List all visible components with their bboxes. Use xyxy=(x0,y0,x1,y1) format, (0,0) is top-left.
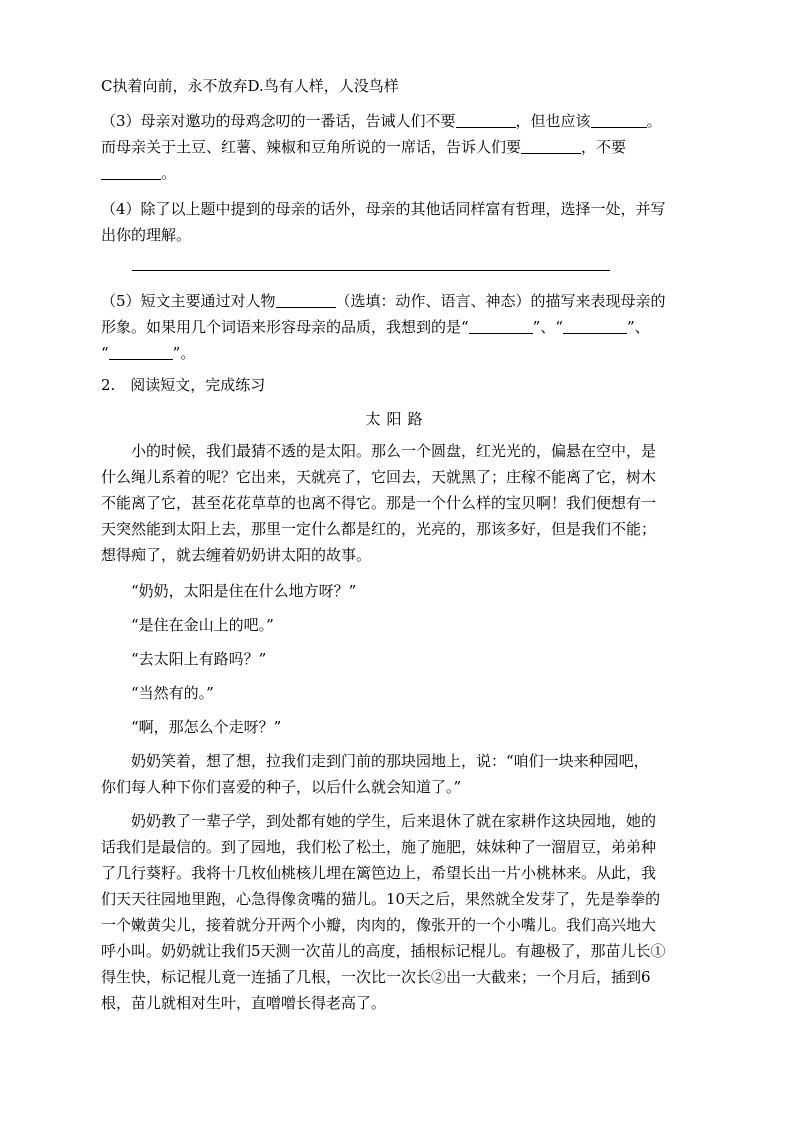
story-line: 们天天往园地里跑，心急得像贪嘴的猫儿。10天之后，果然就全发芽了，先是拳拳的 xyxy=(101,890,661,908)
q3-text-b: ，但也应该 xyxy=(515,112,591,130)
q5-text-b: （选填：动作、语言、神态）的描写来表现母亲的 xyxy=(335,292,666,310)
answer-blank[interactable] xyxy=(456,111,516,128)
story-line: 话我们是最信的。到了园地，我们松了松土，施了施肥，妹妹种了一溜眉豆，弟弟种 xyxy=(101,838,657,856)
q3-text-c: 。 xyxy=(646,112,662,130)
story-line: “当然有的。” xyxy=(101,684,214,702)
question-4-line-1: （4）除了以上题中提到的母亲的话外，母亲的其他话同样富有哲理，选择一处，并写 xyxy=(101,200,666,218)
question-options-line: C执着向前，永不放弃D.鸟有人样，人没鸟样 xyxy=(101,77,399,95)
q5-text-a: （5）短文主要通过对人物 xyxy=(101,292,276,310)
story-line: “奶奶，太阳是住在什么地方呀？” xyxy=(101,582,357,600)
story-line: 天突然能到太阳上去，那里一定什么都是红的，光亮的，那该多好，但是我们不能； xyxy=(101,520,657,538)
story-line: 了几行葵籽。我将十几枚仙桃核儿埋在篱笆边上，希望长出一片小桃林来。从此，我 xyxy=(101,864,657,882)
story-line: 根，苗儿就相对生叶，直噌噌长得老高了。 xyxy=(101,994,387,1012)
story-line: “去太阳上有路吗？” xyxy=(101,650,267,668)
story-line: 小的时候，我们最猜不透的是太阳。那么一个圆盘，红光光的，偏悬在空中，是 xyxy=(101,442,657,460)
q5-text-g: ”。 xyxy=(172,344,196,362)
q5-text-f: “ xyxy=(101,344,109,362)
answer-blank[interactable] xyxy=(469,317,533,334)
answer-line[interactable] xyxy=(132,270,610,271)
q3-text-f: 。 xyxy=(161,164,177,182)
q5-text-c: 形象。如果用几个词语来形容母亲的品质，我想到的是“ xyxy=(101,318,469,336)
story-line: “啊，那怎么个走呀？” xyxy=(101,718,282,736)
answer-blank[interactable] xyxy=(591,111,647,128)
story-line: 奶奶笑着，想了想，拉我们走到门前的那块园地上，说：“咱们一块来种园吧， xyxy=(101,752,649,770)
question-5-line-3 xyxy=(101,340,701,366)
q3-text-d: 而母亲关于土豆、红薯、辣椒和豆角所说的一席话，告诉人们要 xyxy=(101,138,522,156)
story-line: 想得痴了，就去缠着奶奶讲太阳的故事。 xyxy=(101,546,372,564)
story-line: “是住在金山上的吧。” xyxy=(101,616,274,634)
answer-blank[interactable] xyxy=(101,163,161,180)
story-line: 奶奶教了一辈子学，到处都有她的学生，后来退休了就在家耕作这块园地，她的 xyxy=(101,812,657,830)
story-line: 你们每人种下你们喜爱的种子，以后什么就会知道了。” xyxy=(101,778,462,796)
answer-blank[interactable] xyxy=(563,317,627,334)
story-line: 一个嫩黄尖儿，接着就分开两个小瓣，肉肉的，像张开的一个小嘴儿。我们高兴地大 xyxy=(101,916,657,934)
story-line: 不能离了它，甚至花花草草的也离不得它。那是一个什么样的宝贝啊！我们便想有一 xyxy=(101,494,657,512)
q5-text-d: ”、“ xyxy=(532,318,564,336)
question-4-line-2: 出你的理解。 xyxy=(101,226,192,244)
answer-blank[interactable] xyxy=(521,137,581,154)
answer-blank[interactable] xyxy=(109,343,173,360)
section-2-heading: 2. 阅读短文，完成练习 xyxy=(101,376,266,394)
question-5-line-1 xyxy=(101,288,701,314)
story-title: 太阳路 xyxy=(365,410,429,428)
story-line: 得生快，标记棍儿竟一连插了几根，一次比一次长②出一大截来；一个月后，插到6 xyxy=(101,968,651,986)
question-5-line-2 xyxy=(101,314,701,340)
story-line: 什么绳儿系着的呢？它出来，天就亮了，它回去，天就黑了；庄稼不能离了它，树木 xyxy=(101,468,657,486)
q5-text-e: ”、 xyxy=(627,318,650,336)
question-3-line-3 xyxy=(101,160,701,186)
story-line: 呼小叫。奶奶就让我们5天测一次苗儿的高度，插根标记棍儿。有趣极了，那苗儿长① xyxy=(101,942,666,960)
question-3-line-2 xyxy=(101,134,701,160)
q3-text-e: ，不要 xyxy=(581,138,627,156)
q3-text-a: （3）母亲对邀功的母鸡念叨的一番话，告诫人们不要 xyxy=(101,112,456,130)
answer-blank[interactable] xyxy=(276,291,336,308)
question-3-line-1 xyxy=(101,108,701,134)
